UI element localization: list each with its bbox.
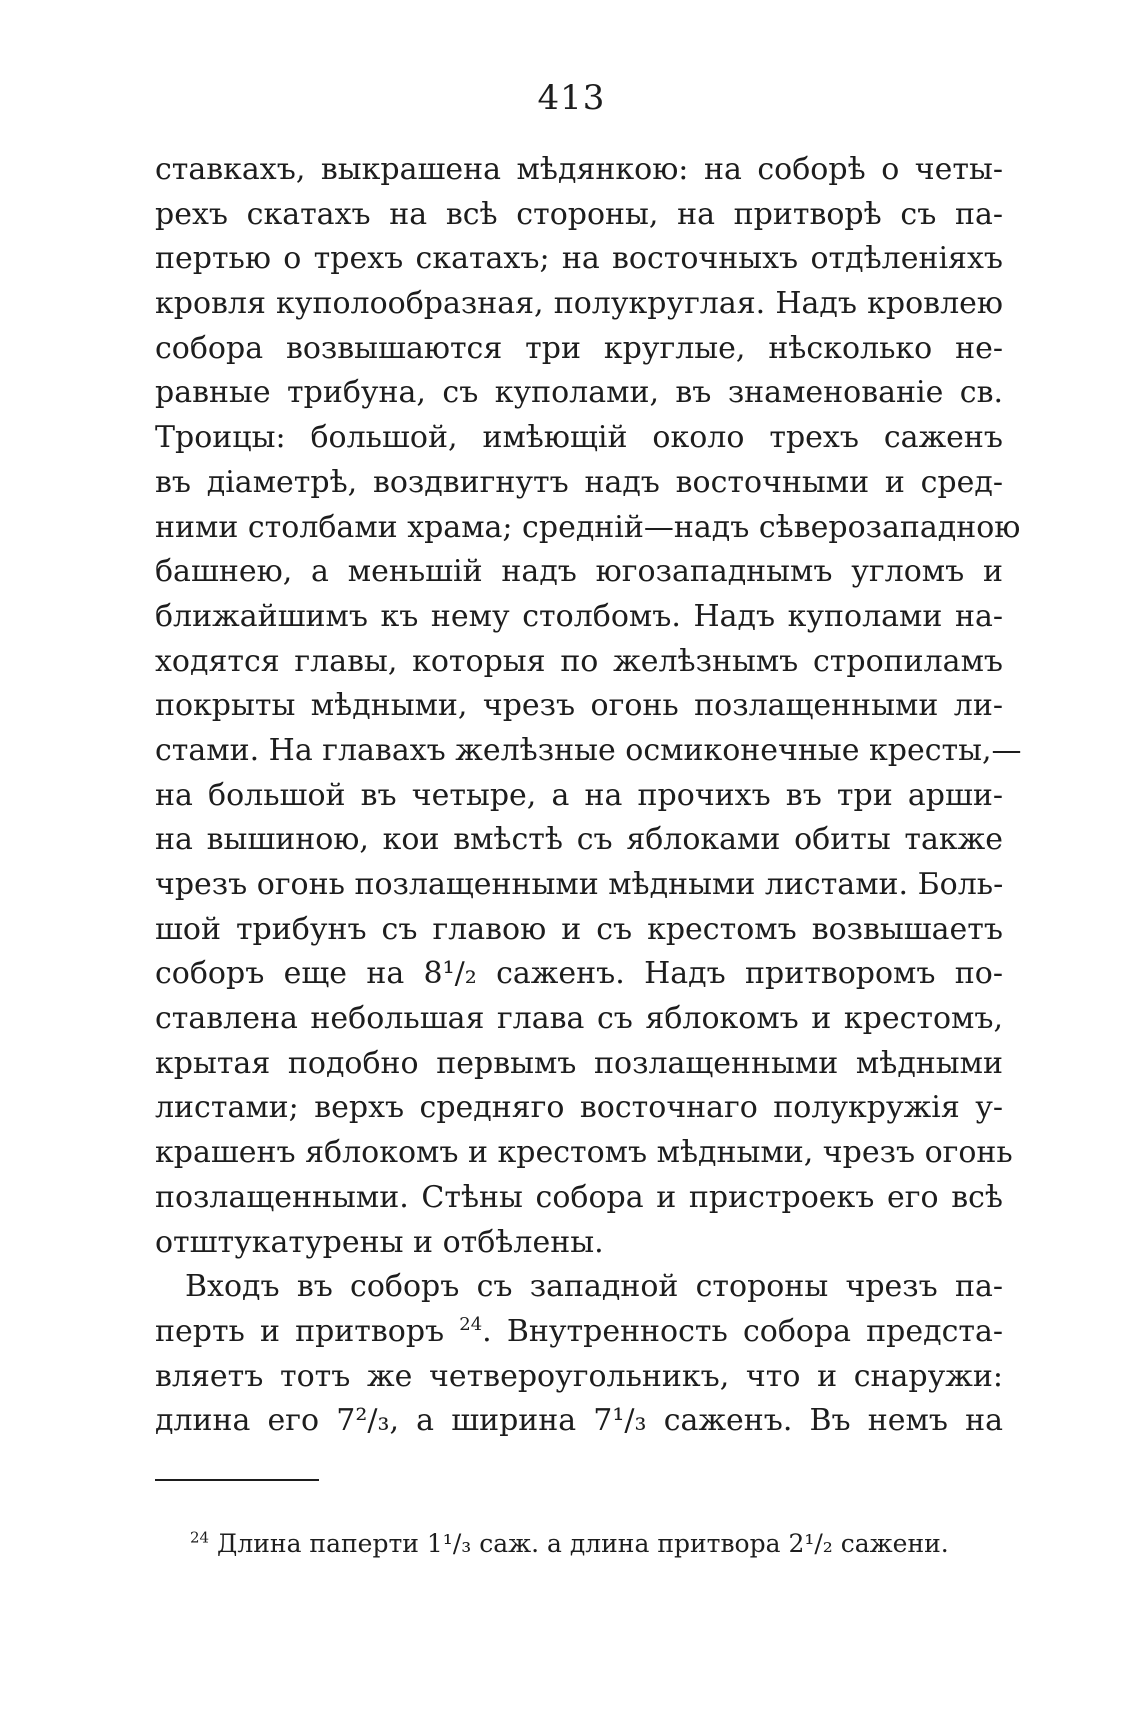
footnote-reference[interactable]: 24 [459,1313,483,1335]
text-line: ближайшимъ къ нему столбомъ. Надъ куполами на- [155,598,1003,634]
text-line: на большой въ четыре, а на прочихъ въ три арши- [155,777,1003,813]
text-line-head: перть и притворъ [155,1313,445,1349]
text-line: чрезъ огонь позлащенными мѣдными листами. Боль- [155,867,1004,902]
text-line: покрыты мѣдными, чрезъ огонь позлащенными ли- [155,688,1003,724]
text-line: вляетъ тотъ же четвероугольникъ, что и снаружи: [155,1358,1003,1394]
text-line: листами; верхъ средняго восточнаго полукружія у- [155,1090,1003,1126]
text-line: позлащенными. Стѣны собора и пристроекъ его всѣ [155,1179,1003,1215]
text-line: шой трибунъ съ главою и съ крестомъ возвышаетъ [155,911,1003,947]
text-line-tail: . Внутренность собора предста- [482,1313,1003,1349]
text-line: Входъ въ соборъ съ западной стороны чрезъ па- [185,1269,1003,1305]
text-line: собора возвышаются три круглые, нѣсколько не- [155,330,1003,366]
text-line: пертью о трехъ скатахъ; на восточныхъ отдѣленiяхъ [155,241,1003,277]
page-number: 413 [537,78,606,118]
text-line-with-footnote-ref [155,1310,1003,1355]
text-line: ставлена небольшая глава съ яблокомъ и крестомъ, [155,1001,1003,1037]
text-line: ходятся главы, которыя по желѣзнымъ стропиламъ [155,643,1003,679]
text-line: кровля куполообразная, полукруглая. Надъ кровлею [155,286,1003,322]
text-line: стами. На главахъ желѣзные осмиконечные кресты,— [155,732,1022,768]
footnote-divider [155,1479,319,1481]
text-line: ними столбами храма; средній—надъ сѣверозападною [155,509,1021,545]
text-line: Троицы: большой, имѣющiй около трехъ саженъ [155,420,1003,456]
text-line: крытая подобно первымъ позлащенными мѣдными [155,1045,1003,1081]
footnote [190,1524,970,1564]
body-text [155,148,1022,1444]
text-line: ставкахъ, выкрашена мѣдянкою: на соборѣ о четы- [155,152,1003,187]
text-line: крашенъ яблокомъ и крестомъ мѣдными, чрезъ огонь [155,1135,1013,1171]
footnote-number: 24 [190,1528,210,1547]
text-line: башнею, а меньшiй надъ югозападнымъ угломъ и [155,554,1003,590]
footnote-text: Длина паперти 1¹/₃ саж. а длина притвора 2¹/₂ сажени. [217,1529,949,1558]
text-line: на вышиною, кои вмѣстѣ съ яблоками обиты также [155,822,1003,858]
text-line: соборъ еще на 8¹/₂ саженъ. Надъ притворомъ по- [155,956,1003,992]
text-line: рехъ скатахъ на всѣ стороны, на притворѣ съ па- [155,196,1003,232]
text-line: равные трибуна, съ куполами, въ знаменованiе св. [155,375,1003,411]
text-line: длина его 7²/₃, а ширина 7¹/₃ саженъ. Въ немъ на [155,1403,1003,1439]
text-line: отштукатурены и отбѣлены. [155,1224,604,1260]
text-line: въ дiаметрѣ, воздвигнутъ надъ восточными и сред- [155,464,1003,500]
